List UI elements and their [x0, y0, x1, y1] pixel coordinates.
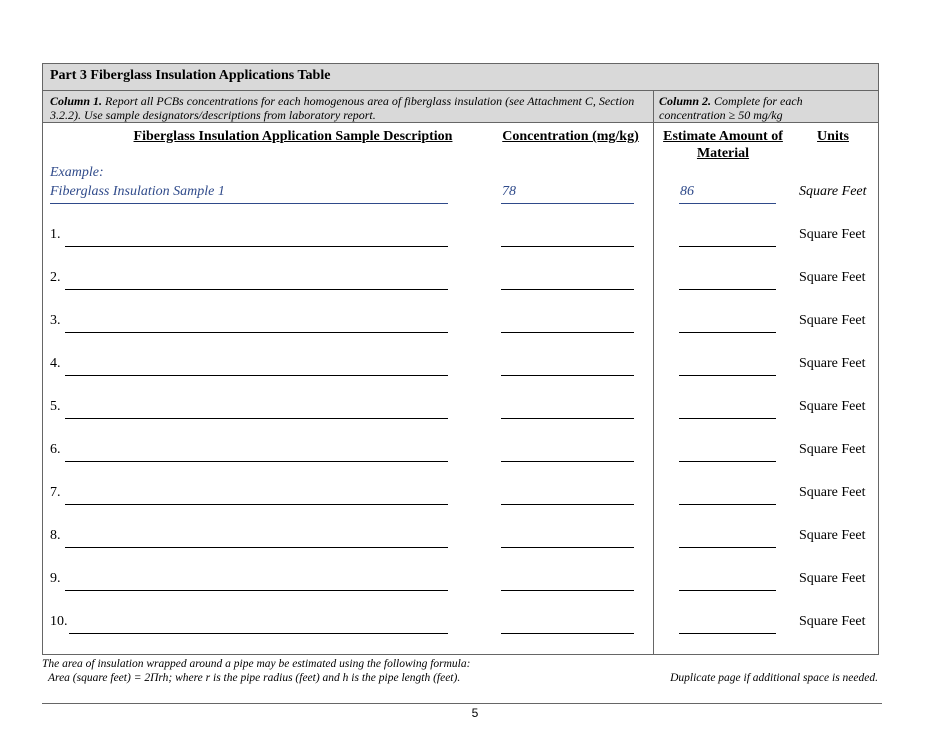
- example-amount: 86: [680, 184, 694, 199]
- example-amount-line: [679, 203, 776, 204]
- amount-input-line[interactable]: [679, 547, 776, 548]
- column2-text: Complete for each concentration ≥ 50 mg/kg: [659, 94, 803, 122]
- concentration-input-line[interactable]: [501, 375, 634, 376]
- description-input-line[interactable]: [65, 332, 448, 333]
- table-title: Part 3 Fiberglass Insulation Applications Table: [50, 68, 331, 83]
- row-units: Square Feet: [799, 614, 866, 629]
- concentration-input-line[interactable]: [501, 590, 634, 591]
- amount-input-line[interactable]: [679, 332, 776, 333]
- example-description: Fiberglass Insulation Sample 1: [50, 184, 225, 199]
- footer-divider: [42, 703, 882, 704]
- example-row: [43, 184, 878, 204]
- column2-label: Column 2.: [659, 94, 712, 108]
- row-units: Square Feet: [799, 356, 866, 371]
- row-units: Square Feet: [799, 399, 866, 414]
- column2-instructions: [659, 94, 859, 122]
- header-description: Fiberglass Insulation Application Sample Description: [133, 129, 453, 144]
- description-input-line[interactable]: [65, 246, 448, 247]
- row-units: Square Feet: [799, 270, 866, 285]
- amount-input-line[interactable]: [679, 418, 776, 419]
- row-number: 6.: [50, 442, 61, 457]
- header-concentration: Concentration (mg/kg): [502, 129, 639, 144]
- amount-input-line[interactable]: [679, 461, 776, 462]
- example-label: Example:: [50, 165, 104, 180]
- table-title-bar: [43, 64, 878, 91]
- row-units: Square Feet: [799, 442, 866, 457]
- column1-label: Column 1.: [50, 94, 103, 108]
- amount-input-line[interactable]: [679, 590, 776, 591]
- description-input-line[interactable]: [69, 633, 448, 634]
- example-units: Square Feet: [799, 184, 867, 199]
- table-row: [43, 442, 878, 462]
- row-number: 3.: [50, 313, 61, 328]
- table-row: [43, 614, 878, 634]
- formula-note: The area of insulation wrapped around a pipe may be estimated using the following formula:: [42, 658, 471, 670]
- row-units: Square Feet: [799, 227, 866, 242]
- column1-text: Report all PCBs concentrations for each homogenous area of fiberglass insulation (see Attachment C, Section 3.2.2). Use sample designators/descriptions from laboratory report.: [50, 94, 635, 122]
- fiberglass-table: [42, 63, 879, 655]
- concentration-input-line[interactable]: [501, 332, 634, 333]
- table-row: [43, 485, 878, 505]
- description-input-line[interactable]: [65, 590, 448, 591]
- amount-input-line[interactable]: [679, 633, 776, 634]
- concentration-input-line[interactable]: [501, 633, 634, 634]
- row-number: 4.: [50, 356, 61, 371]
- description-input-line[interactable]: [65, 461, 448, 462]
- table-row: [43, 227, 878, 247]
- duplicate-note: Duplicate page if additional space is needed.: [670, 672, 878, 684]
- table-row: [43, 313, 878, 333]
- description-input-line[interactable]: [65, 504, 448, 505]
- row-number: 5.: [50, 399, 61, 414]
- header-units: Units: [817, 129, 849, 144]
- row-units: Square Feet: [799, 571, 866, 586]
- concentration-input-line[interactable]: [501, 547, 634, 548]
- table-row: [43, 571, 878, 591]
- description-input-line[interactable]: [65, 375, 448, 376]
- row-number: 9.: [50, 571, 61, 586]
- column1-instructions: [50, 94, 645, 122]
- description-input-line[interactable]: [65, 547, 448, 548]
- amount-input-line[interactable]: [679, 375, 776, 376]
- amount-input-line[interactable]: [679, 289, 776, 290]
- header-estimate-amount: Estimate Amount of Material: [663, 129, 783, 161]
- description-input-line[interactable]: [65, 418, 448, 419]
- amount-input-line[interactable]: [679, 246, 776, 247]
- instructions-bar: [43, 91, 878, 123]
- row-units: Square Feet: [799, 313, 866, 328]
- concentration-input-line[interactable]: [501, 504, 634, 505]
- concentration-input-line[interactable]: [501, 461, 634, 462]
- formula-text: Area (square feet) = 2Πrh; where r is the pipe radius (feet) and h is the pipe length (feet).: [48, 672, 461, 684]
- table-row: [43, 356, 878, 376]
- table-row: [43, 399, 878, 419]
- row-number: 7.: [50, 485, 61, 500]
- concentration-input-line[interactable]: [501, 246, 634, 247]
- table-row: [43, 270, 878, 290]
- row-number: 10.: [50, 614, 68, 629]
- example-description-line: [50, 203, 448, 204]
- example-concentration-line: [501, 203, 634, 204]
- amount-input-line[interactable]: [679, 504, 776, 505]
- concentration-input-line[interactable]: [501, 289, 634, 290]
- row-number: 1.: [50, 227, 61, 242]
- example-concentration: 78: [502, 184, 516, 199]
- row-number: 8.: [50, 528, 61, 543]
- row-units: Square Feet: [799, 485, 866, 500]
- description-input-line[interactable]: [65, 289, 448, 290]
- page-number: 5: [471, 706, 479, 720]
- concentration-input-line[interactable]: [501, 418, 634, 419]
- row-units: Square Feet: [799, 528, 866, 543]
- table-row: [43, 528, 878, 548]
- row-number: 2.: [50, 270, 61, 285]
